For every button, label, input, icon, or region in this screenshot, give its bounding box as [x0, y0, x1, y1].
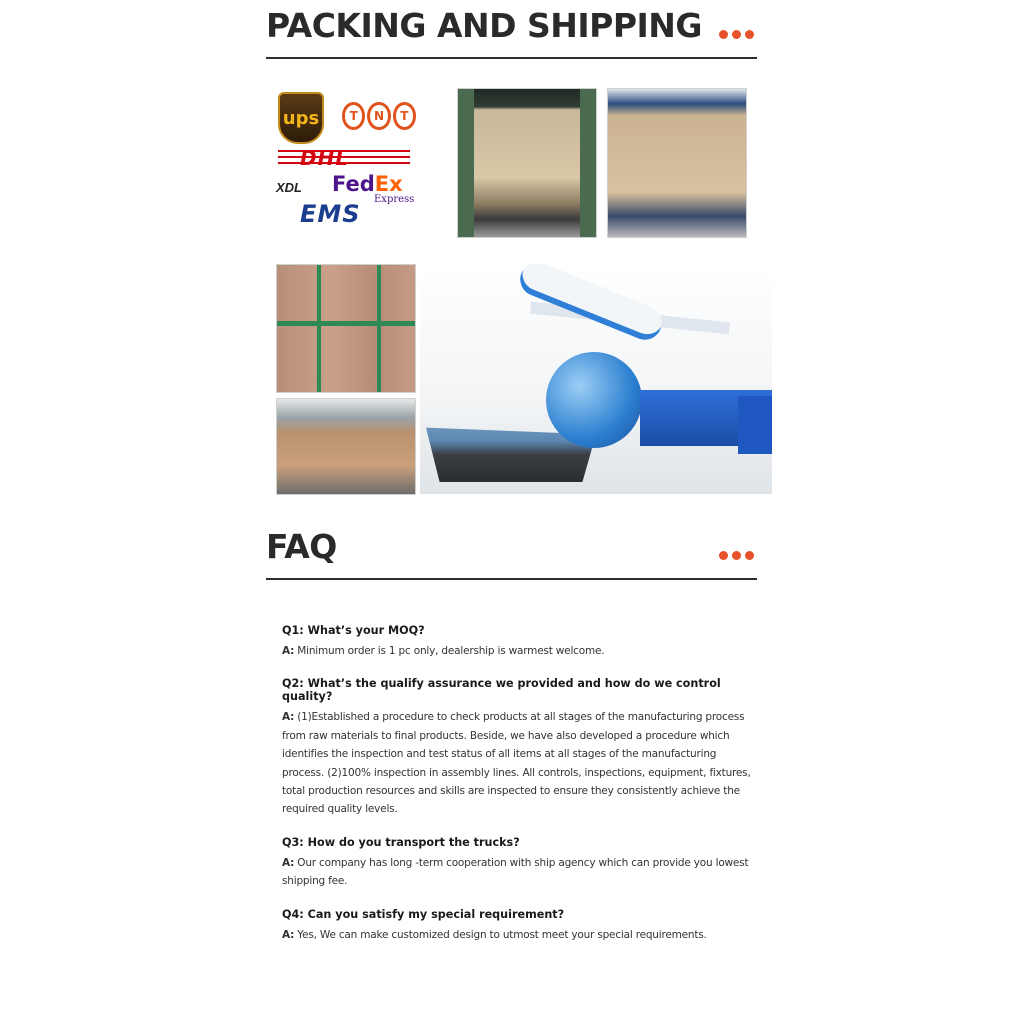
- faq-question: Q3: How do you transport the trucks?: [282, 835, 520, 849]
- fedex-fed-text: Fed: [332, 172, 375, 196]
- fedex-ex-text: Ex: [374, 172, 403, 196]
- strapping-band: [277, 321, 415, 326]
- global-logistics-image: [420, 264, 772, 494]
- faq-item: [282, 677, 752, 818]
- answer-label: A:: [282, 645, 295, 657]
- crate-closeup-photo: [276, 264, 416, 393]
- answer-label: A:: [282, 856, 295, 869]
- faq-list: [282, 624, 752, 961]
- section-divider: [266, 57, 757, 59]
- faq-item: [282, 624, 752, 660]
- dot-icon: [732, 551, 741, 560]
- strapping-band: [377, 265, 381, 392]
- faq-answer: [282, 708, 752, 818]
- globe-icon: [546, 352, 642, 448]
- fedex-express-text: Express: [374, 194, 415, 205]
- ups-logo-text: ups: [282, 107, 320, 129]
- carrier-logos: [274, 88, 444, 238]
- tnt-letter: T: [393, 102, 416, 130]
- faq-answer: [282, 926, 752, 944]
- faq-question: Q1: What’s your MOQ?: [282, 624, 425, 637]
- answer-label: A:: [282, 711, 295, 724]
- tnt-letter: N: [367, 102, 390, 130]
- faq-question: Q4: Can you satisfy my special requirement?: [282, 907, 565, 921]
- answer-label: A:: [282, 928, 295, 941]
- decorative-dots-icon: [719, 30, 754, 39]
- answer-text: Yes, We can make customized design to utmost meet your special requirements.: [294, 928, 707, 941]
- dot-icon: [745, 551, 754, 560]
- dhl-logo: [278, 146, 410, 168]
- decorative-dots-icon: [719, 551, 754, 560]
- tnt-logo: [342, 102, 416, 130]
- faq-title: FAQ: [266, 527, 337, 566]
- ups-logo: [278, 92, 324, 144]
- container-door: [458, 89, 474, 237]
- dot-icon: [719, 30, 728, 39]
- container-door: [580, 89, 596, 237]
- faq-item: [282, 836, 752, 891]
- dot-icon: [732, 30, 741, 39]
- strapping-band: [317, 265, 321, 392]
- answer-text: (1)Established a procedure to check products at all stages of the manufacturing process from raw materials to final products. Beside, we have also developed a procedure which identifies the inspection and test status of all items at all stages of the manufacturing process. (2)100% inspection in assembly lines. All controls, inspections, equipment, fixtures, total production resources and skills are inspected to ensure they consistently achieve the required quality levels.: [282, 711, 751, 816]
- xdl-logo: XDL: [276, 180, 302, 195]
- truck-icon: [738, 396, 772, 454]
- ems-logo: EMS: [300, 200, 361, 228]
- faq-item: [282, 908, 752, 944]
- container-crates-photo: [607, 88, 747, 238]
- warehouse-crates-photo: [276, 398, 416, 495]
- faq-question: Q2: What’s the qualify assurance we provided and how do we control quality?: [282, 677, 721, 704]
- packing-shipping-title: PACKING AND SHIPPING: [266, 6, 703, 45]
- dot-icon: [745, 30, 754, 39]
- faq-answer: [282, 642, 752, 660]
- section-divider: [266, 578, 757, 580]
- dhl-logo-text: DHL: [300, 146, 350, 170]
- dot-icon: [719, 551, 728, 560]
- answer-text: Minimum order is 1 pc only, dealership is warmest welcome.: [294, 645, 605, 657]
- faq-answer: [282, 854, 752, 891]
- answer-text: Our company has long -term cooperation with ship agency which can provide you lowest shipping fee.: [282, 856, 749, 888]
- tnt-letter: T: [342, 102, 365, 130]
- fedex-logo: [332, 172, 403, 196]
- container-loading-photo: [457, 88, 597, 238]
